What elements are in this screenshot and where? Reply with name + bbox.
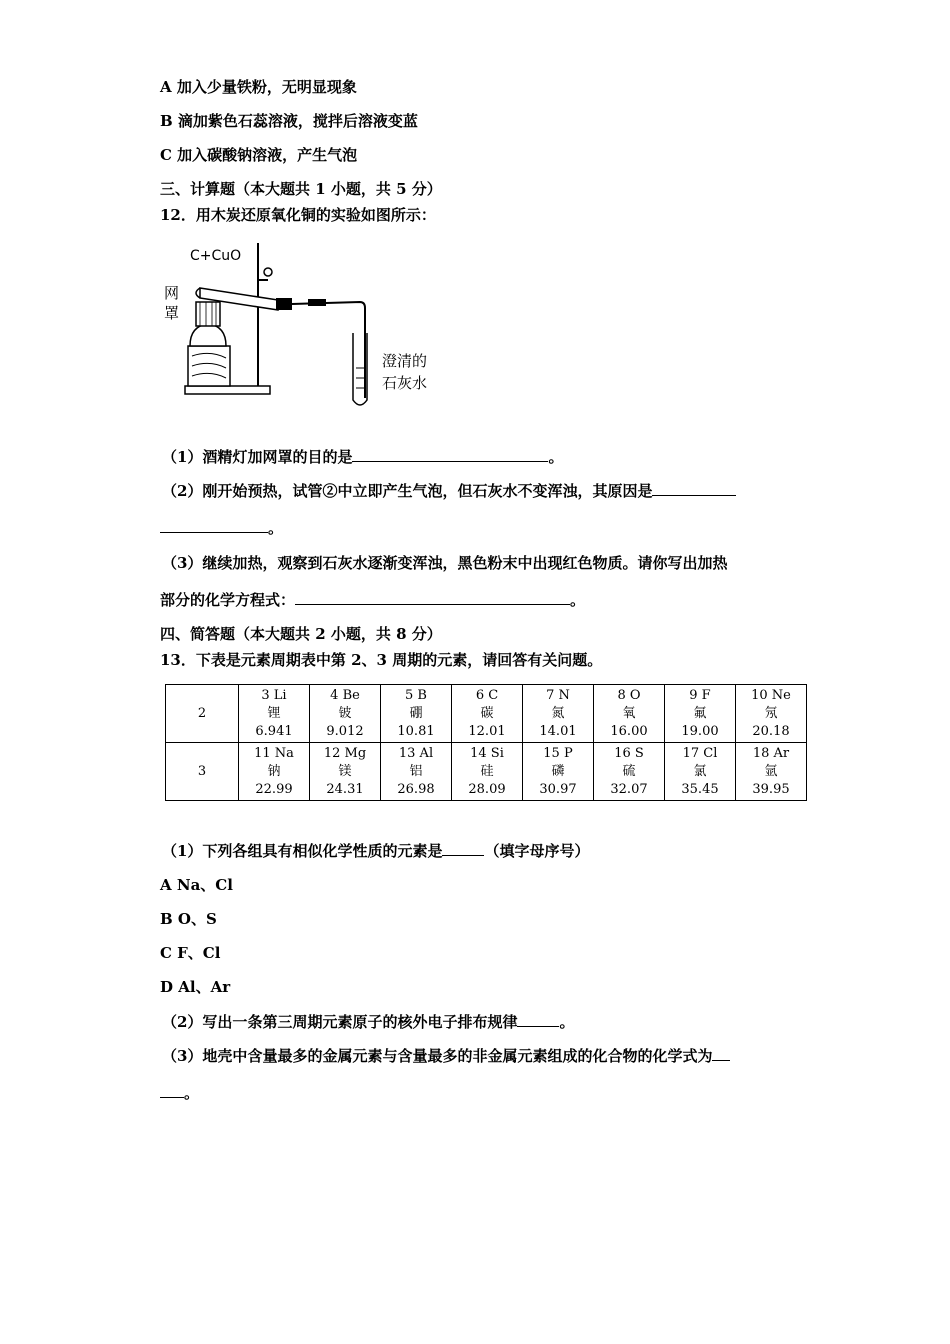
element-cell: [381, 743, 452, 801]
option-b: B 滴加紫色石蕊溶液，搅拌后溶液变蓝: [160, 112, 418, 130]
element-cell: [310, 743, 381, 801]
element-name: 硅: [480, 763, 494, 779]
element-cell: [452, 743, 523, 801]
apparatus-figure: [160, 238, 450, 413]
element-cell: [665, 743, 736, 801]
element-symbol: 7 N: [546, 687, 570, 703]
q12-part3-line2: [160, 590, 585, 610]
q13-part2-text: （2）写出一条第三周期元素原子的核外电子排布规律: [162, 1013, 518, 1031]
q13-part1-blank[interactable]: [442, 841, 484, 856]
element-name: 铝: [409, 763, 423, 779]
q12-part1: [162, 447, 563, 467]
element-mass: 12.01: [468, 723, 506, 739]
element-mass: 30.97: [539, 781, 577, 797]
figure-label-net-2: 罩: [164, 304, 180, 322]
q12-part3-blank[interactable]: [295, 590, 570, 605]
element-cell: [594, 685, 665, 743]
element-symbol: 6 C: [475, 687, 499, 703]
element-symbol: 4 Be: [330, 687, 360, 703]
element-cell: [239, 685, 310, 743]
q13-part1-text: （1）下列各组具有相似化学性质的元素是: [162, 842, 443, 860]
element-mass: 35.45: [681, 781, 719, 797]
element-symbol: 16 S: [614, 745, 644, 761]
choice-c: C F、Cl: [160, 944, 221, 962]
element-mass: 39.95: [752, 781, 790, 797]
table-row-period-3: [166, 743, 807, 801]
element-symbol: 8 O: [617, 687, 641, 703]
element-name: 硼: [409, 705, 423, 721]
element-name: 氩: [764, 763, 778, 779]
element-symbol: 14 Si: [470, 745, 504, 761]
figure-label-net-1: 网: [164, 284, 180, 302]
element-name: 钠: [267, 763, 281, 779]
q13-part2-blank[interactable]: [517, 1012, 559, 1027]
element-name: 磷: [551, 763, 565, 779]
element-mass: 32.07: [610, 781, 648, 797]
choice-a: A Na、Cl: [160, 876, 233, 894]
q13-part2: [162, 1012, 574, 1032]
element-mass: 22.99: [255, 781, 293, 797]
element-cell: [239, 743, 310, 801]
element-name: 碳: [480, 705, 494, 721]
q12-part3-line1: （3）继续加热，观察到石灰水逐渐变浑浊，黑色粉末中出现红色物质。请你写出加热: [162, 554, 728, 572]
element-symbol: 15 P: [543, 745, 573, 761]
element-mass: 16.00: [610, 723, 648, 739]
q13-stem: 13．下表是元素周期表中第 2、3 周期的元素，请回答有关问题。: [160, 651, 603, 669]
element-name: 氯: [693, 763, 707, 779]
element-symbol: 11 Na: [254, 745, 294, 761]
element-symbol: 18 Ar: [752, 745, 790, 761]
element-symbol: 9 F: [689, 687, 711, 703]
element-cell: [523, 685, 594, 743]
q13-part3-blank-2[interactable]: [160, 1083, 184, 1098]
choice-d: D Al、Ar: [160, 978, 231, 996]
option-a: A 加入少量铁粉，无明显现象: [160, 78, 357, 96]
element-cell: [665, 685, 736, 743]
q13-part1: [162, 841, 589, 861]
q12-part2-text: （2）刚开始预热，试管②中立即产生气泡，但石灰水不变浑浊，其原因是: [162, 482, 653, 500]
q12-stem: 12．用木炭还原氧化铜的实验如图所示：: [160, 206, 436, 224]
q12-part1-blank[interactable]: [352, 447, 548, 462]
q12-part1-end: 。: [548, 448, 564, 466]
element-name: 硫: [622, 763, 636, 779]
q13-part2-end: 。: [559, 1013, 575, 1031]
q13-part3: [162, 1046, 730, 1066]
element-name: 氮: [551, 705, 565, 721]
element-symbol: 3 Li: [261, 687, 287, 703]
element-symbol: 10 Ne: [751, 687, 791, 703]
q12-part2-blank-1[interactable]: [652, 481, 736, 496]
element-cell: [594, 743, 665, 801]
section4-heading: 四、简答题（本大题共 2 小题，共 8 分）: [160, 625, 442, 643]
element-mass: 9.012: [326, 723, 364, 739]
q12-part3-end: 。: [570, 591, 586, 609]
q12-part1-text: （1）酒精灯加网罩的目的是: [162, 448, 353, 466]
element-mass: 19.00: [681, 723, 719, 739]
figure-label-cuo: C+CuO: [190, 248, 242, 264]
periodic-table: [165, 684, 807, 801]
element-mass: 20.18: [752, 723, 790, 739]
element-name: 镁: [338, 763, 352, 779]
q12-part2-cont: [160, 518, 283, 538]
element-name: 锂: [267, 705, 281, 721]
element-mass: 10.81: [397, 723, 435, 739]
element-cell: [381, 685, 452, 743]
q13-part1-end: （填字母序号）: [484, 842, 590, 860]
element-symbol: 12 Mg: [323, 745, 367, 761]
element-symbol: 17 Cl: [682, 745, 718, 761]
element-name: 氟: [693, 705, 707, 721]
element-symbol: 5 B: [405, 687, 427, 703]
figure-label-lime-1: 澄清的: [382, 352, 428, 370]
element-cell: [736, 685, 807, 743]
element-mass: 26.98: [397, 781, 435, 797]
element-mass: 28.09: [468, 781, 506, 797]
q13-part3-text: （3）地壳中含量最多的金属元素与含量最多的非金属元素组成的化合物的化学式为: [162, 1047, 713, 1065]
element-symbol: 13 Al: [398, 745, 434, 761]
q12-part2-end: 。: [268, 519, 284, 537]
q13-part3-end: 。: [184, 1084, 200, 1102]
element-cell: [452, 685, 523, 743]
q12-part2-blank-2[interactable]: [160, 518, 268, 533]
element-mass: 14.01: [539, 723, 577, 739]
period-cell: 3: [166, 743, 239, 801]
element-cell: [523, 743, 594, 801]
q12-part3-text: 部分的化学方程式：: [160, 591, 296, 609]
period-cell: 2: [166, 685, 239, 743]
choice-b: B O、S: [160, 910, 217, 928]
element-mass: 24.31: [326, 781, 364, 797]
element-name: 氧: [622, 705, 636, 721]
figure-label-lime-2: 石灰水: [382, 374, 428, 392]
element-name: 铍: [338, 705, 352, 721]
element-name: 氖: [764, 705, 778, 721]
element-cell: [736, 743, 807, 801]
section3-heading: 三、计算题（本大题共 1 小题，共 5 分）: [160, 180, 442, 198]
element-cell: [310, 685, 381, 743]
q13-part3-cont: [160, 1083, 199, 1103]
q12-part2: [162, 481, 736, 501]
option-c: C 加入碳酸钠溶液，产生气泡: [160, 146, 358, 164]
table-row-period-2: [166, 685, 807, 743]
element-mass: 6.941: [255, 723, 293, 739]
q13-part3-blank-1[interactable]: [712, 1046, 730, 1061]
